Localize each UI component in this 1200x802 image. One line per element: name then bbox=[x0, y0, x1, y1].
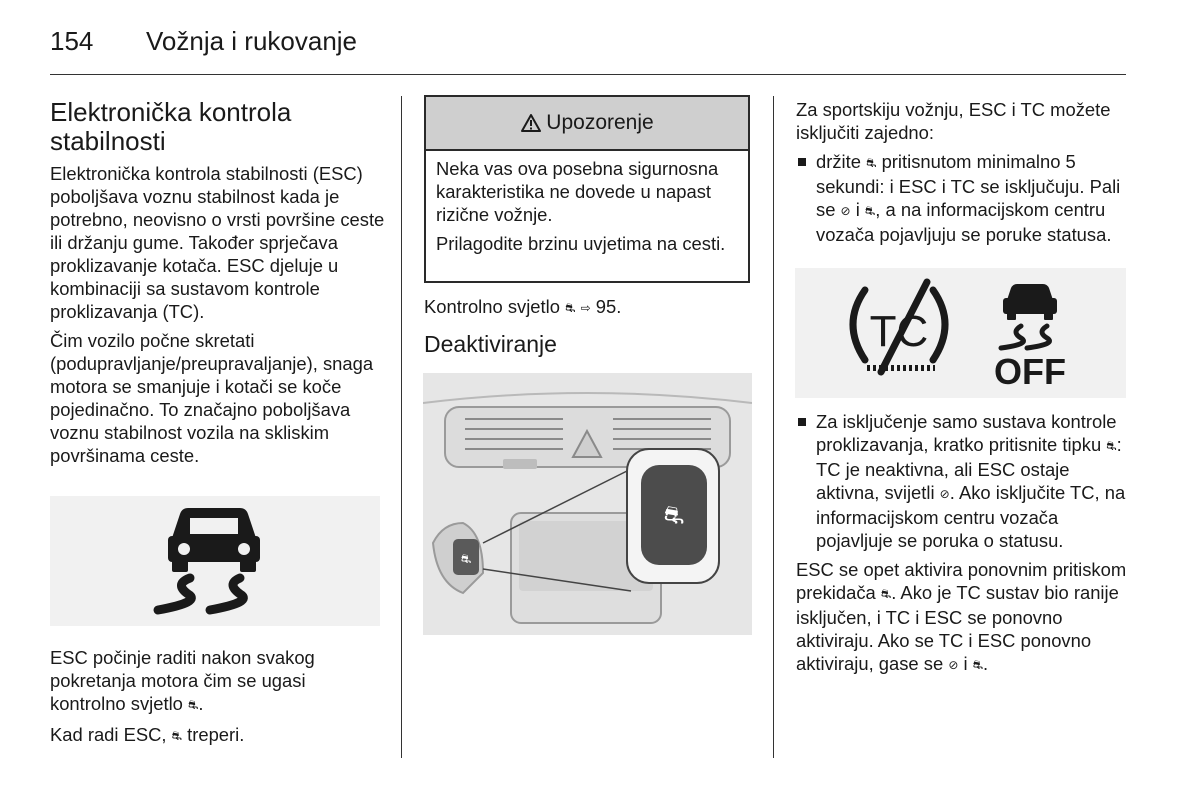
esc-off-icon: ⛐ bbox=[972, 658, 984, 672]
left-column-bottom bbox=[50, 646, 385, 754]
section-title: Elektronička kontrola stabilnosti bbox=[50, 97, 292, 156]
esc-function-paragraph: Čim vozilo počne skretati (podupravljanje/preupravaljanje), snaga motora se smanjuje i kotači se koče pojedinačno. To značajno poboljšava voznu stabilnost vozila na skliskim površinama ceste. bbox=[50, 330, 374, 466]
warning-box bbox=[424, 95, 750, 283]
warning-title: Upozorenje bbox=[546, 111, 654, 134]
esc-warning-icon: ⛐ bbox=[1106, 439, 1117, 453]
esc-warning-icon: ⛐ bbox=[188, 698, 199, 712]
deactivation-title: Deaktiviranje bbox=[424, 331, 557, 357]
esc-reactivation-paragraph: ESC se opet aktivira ponovnim pritiskom prekidača ⛐. Ako je TC sustav bio ranije isključen, i TC i ESC se ponovno aktiviraju. Ako se TC i ESC ponovno aktiviraju, gase se ⊘ i ⛐. bbox=[796, 558, 1128, 677]
warning-body bbox=[426, 151, 748, 255]
esc-skid-car-icon bbox=[50, 496, 380, 626]
header-divider bbox=[50, 74, 1126, 75]
svg-text:⛐: ⛐ bbox=[460, 552, 472, 566]
dashboard-button-location-illustration bbox=[423, 373, 752, 635]
bullet-esc-tc-off: držite ⛐ pritisnutom minimalno 5 sekundi: i ESC i TC se isključuju. Pali se ⊘ i ⛐, a na informacijskom centru vozača pojavljuju se poruke statusa. bbox=[796, 150, 1128, 246]
esc-flash-paragraph: Kad radi ESC, ⛐ treperi. bbox=[50, 723, 385, 748]
esc-warning-icon: ⛐ bbox=[880, 587, 892, 601]
indicator-reference: Kontrolno svjetlo ⛐ ⇨ 95. bbox=[424, 295, 754, 320]
off-label: OFF bbox=[994, 351, 1066, 392]
tc-off-and-esc-off-icons bbox=[795, 268, 1126, 398]
esc-off-icon: ⛐ bbox=[864, 204, 876, 218]
esc-warning-icon: ⛐ bbox=[565, 301, 576, 315]
sport-intro-paragraph: Za sportskiju vožnju, ESC i TC možete isključiti zajedno: bbox=[796, 99, 1111, 143]
tc-off-icon: ⊘ bbox=[948, 658, 959, 672]
esc-start-paragraph: ESC počinje raditi nakon svakog pokretanja motora čim se ugasi kontrolno svjetlo ⛐. bbox=[50, 646, 385, 717]
column-divider-left bbox=[401, 96, 402, 758]
esc-intro-paragraph: Elektronička kontrola stabilnosti (ESC) poboljšava voznu stabilnost kada je potrebno, neovisno o vrsti površine ceste ili držanju gume. Također sprječava proklizavanje kotača. ESC djeluje u kombinaciji sa sustavom kontrole proklizavanja (TC). bbox=[50, 163, 385, 322]
right-column bbox=[796, 98, 1128, 252]
bullet-tc-only-off: Za isključenje samo sustava kontrole proklizavanja, kratko pritisnite tipku ⛐: TC je neaktivna, ali ESC ostaje aktivna, svijetli ⊘. Ako isključite TC, na informacijskom centru vozača pojavljuje se poruka o statusu. bbox=[796, 410, 1128, 552]
left-column bbox=[50, 98, 385, 473]
svg-text:⛐: ⛐ bbox=[663, 501, 685, 529]
esc-warning-icon: ⛐ bbox=[866, 156, 877, 170]
right-column-bottom bbox=[796, 410, 1128, 683]
tc-esc-off-figure bbox=[795, 268, 1126, 398]
tc-icon-label: TC bbox=[869, 307, 929, 356]
page-reference-arrow-icon: ⇨ bbox=[580, 301, 591, 315]
esc-warning-icon: ⛐ bbox=[171, 729, 182, 743]
page-number: 154 bbox=[50, 26, 94, 56]
tc-off-icon: ⊘ bbox=[939, 487, 950, 501]
warning-header bbox=[426, 97, 748, 151]
warning-text-2: Prilagodite brzinu uvjetima na cesti. bbox=[436, 233, 726, 254]
dashboard-illustration bbox=[423, 373, 752, 635]
esc-symbol-figure bbox=[50, 496, 380, 626]
esc-off-symbol bbox=[1003, 284, 1057, 320]
warning-triangle-icon bbox=[520, 113, 542, 133]
middle-column-text bbox=[424, 295, 754, 358]
tc-off-icon: ⊘ bbox=[840, 204, 851, 218]
column-divider-right bbox=[773, 96, 774, 758]
warning-text-1: Neka vas ova posebna sigurnosna karakteristika ne dovede u napast rizične vožnje. bbox=[436, 158, 719, 225]
chapter-title: Vožnja i rukovanje bbox=[146, 26, 358, 56]
